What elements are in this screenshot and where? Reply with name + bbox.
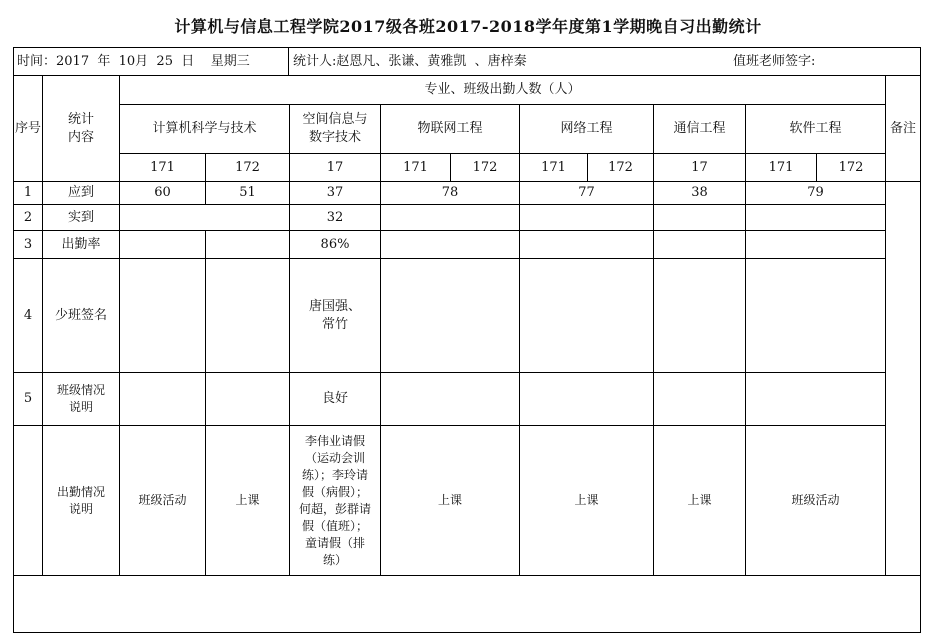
remark-header: 备注 — [889, 120, 916, 136]
teacher-signature-label: 值班老师签字: — [733, 53, 816, 69]
row1-cs171: 60 — [154, 185, 171, 200]
row1-comm: 38 — [691, 185, 708, 200]
class-net-171: 171 — [541, 159, 566, 175]
row5-sp17: 良好 — [321, 391, 348, 406]
class-iot-171: 171 — [403, 159, 428, 175]
class-cs-171: 171 — [150, 159, 175, 175]
row4-sp17: 唐国强、 常竹 — [308, 298, 361, 332]
row6-cs172: 上课 — [235, 493, 260, 507]
row6-net: 上课 — [574, 493, 599, 507]
major-communication: 通信工程 — [673, 121, 726, 136]
stat-content-header: 统计 内容 — [67, 111, 94, 145]
seq-header: 序号 — [14, 120, 41, 136]
row6-cs171: 班级活动 — [138, 493, 187, 507]
class-cs-172: 172 — [235, 159, 260, 175]
row1-sp17: 37 — [326, 185, 344, 200]
class-comm-17: 17 — [691, 159, 708, 175]
row6-iot: 上课 — [437, 493, 462, 507]
row6-sp17: 李伟业请假 （运动会训 练）；李玲请 假（病假）； 何超，彭群请 假（值班）； 童请假（排 练） — [298, 433, 371, 567]
row6-comm: 上课 — [687, 493, 712, 507]
class-sw-172: 172 — [838, 159, 864, 175]
row2-no: 2 — [23, 209, 33, 225]
document-title: 计算机与信息工程学院2017级各班2017-2018学年度第1学期晚自习出勤统计 — [174, 17, 762, 36]
attendance-group-header: 专业、班级出勤人数（人） — [424, 82, 581, 97]
row5-label: 班级情况 说明 — [56, 383, 105, 414]
row1-cs172: 51 — [239, 185, 256, 200]
row1-label: 应到 — [67, 185, 94, 200]
row3-label: 出勤率 — [61, 236, 101, 252]
class-sp-17: 17 — [326, 159, 344, 175]
row4-label: 少班签名 — [54, 307, 107, 323]
row6-label: 出勤情况 说明 — [56, 484, 105, 516]
class-iot-172: 172 — [472, 159, 498, 175]
row1-no: 1 — [23, 185, 33, 200]
row3-sp17: 86% — [320, 236, 350, 252]
recorders-label: 统计人:赵恩凡、张谦、黄雅凯 、唐梓秦 — [293, 53, 527, 69]
row2-sp17: 32 — [326, 209, 344, 225]
date-label: 时间：2017 年 10月 25 日 星期三 — [17, 53, 250, 69]
class-net-172: 172 — [608, 159, 633, 175]
class-sw-171: 171 — [768, 159, 794, 175]
major-spatial-info: 空间信息与 数字技术 — [302, 112, 368, 145]
row1-net: 77 — [578, 185, 595, 200]
row2-label: 实到 — [67, 209, 94, 225]
row3-no: 3 — [23, 236, 33, 252]
row4-no: 4 — [23, 307, 33, 323]
major-computer-science: 计算机科学与技术 — [152, 121, 257, 136]
row1-iot: 78 — [441, 185, 459, 200]
row5-no: 5 — [23, 391, 33, 406]
major-software: 软件工程 — [789, 121, 842, 136]
row1-sw: 79 — [807, 185, 824, 200]
major-iot: 物联网工程 — [417, 121, 483, 136]
row6-sw: 班级活动 — [791, 493, 840, 507]
major-network: 网络工程 — [560, 121, 613, 136]
